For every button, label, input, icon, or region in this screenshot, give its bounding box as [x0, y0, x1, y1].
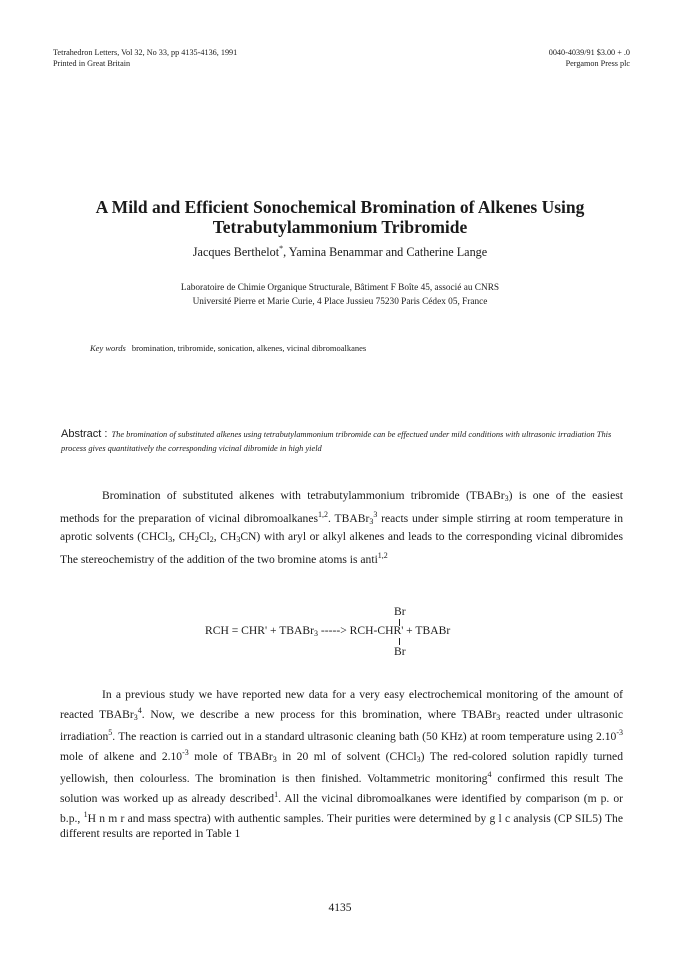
p1-text: ) is one of the easiest methods for the preparation of vicinal dibromoalkanes: [60, 489, 623, 525]
p2-sup: -3: [616, 728, 623, 738]
p1-sub: 2: [209, 535, 214, 545]
p1-sub: 3: [504, 494, 509, 503]
abstract: [61, 427, 621, 456]
issn-price: 0040-4039/91 $3.00 + .0: [548, 48, 630, 57]
p2-text: mole of alkene and 2.10: [60, 749, 183, 763]
p2-text: confirmed this result The solution was worked up as already described: [60, 772, 624, 805]
affiliation-line-1: Laboratoire de Chimie Organique Structurale, Bâtiment F Boîte 45, associé au CNRS: [180, 283, 500, 293]
keywords-label: Key words: [90, 343, 126, 353]
abstract-label: Abstract :: [61, 428, 108, 440]
body-paragraph-2: [60, 687, 623, 842]
p1-text: . TBABr: [328, 511, 370, 525]
p1-text: CN) with aryl or alkyl alkenes and leads to the corresponding vicinal dibromides The stereochemistry of the addition of the two bromine atoms is anti: [60, 530, 623, 566]
p2-text: In a previous study we have reported new data for a very easy electrochemical monitoring of the amount of reacted TBABr: [60, 688, 623, 721]
p1-text: reacts under simple stirring at room temperature in aprotic solvents (CHCl: [60, 511, 623, 544]
journal-header: [53, 47, 237, 69]
p1-sub: 2: [194, 535, 199, 545]
p2-text: reacted under ultrasonic irradiation: [60, 707, 623, 744]
keywords-text: bromination, tribromide, sonication, alkenes, vicinal dibromoalkanes: [131, 343, 367, 353]
products: RCH-CHR' + TBABr: [349, 624, 451, 637]
p2-ref: 5: [108, 728, 113, 738]
p2-text: H n m r and mass spectra) with authentic samples. Their purities were determined by g l c analysis (CP SIL5) The different results are reported in Table 1: [60, 811, 623, 841]
reactants: RCH = CHR' + TBABr: [205, 624, 315, 637]
equation-line: [205, 624, 450, 638]
p2-sub: 3: [133, 712, 138, 722]
publisher: Pergamon Press plc: [565, 59, 630, 68]
bond-line-bottom: [399, 638, 400, 645]
p2-text: mole of TBABr: [188, 749, 273, 763]
affiliation-line-2: Université Pierre et Marie Curie, 4 Place Jussieu 75230 Paris Cédex 05, France: [192, 297, 488, 307]
p2-sub: 3: [416, 754, 421, 764]
abstract-text: The bromination of substituted alkenes using tetrabutylammonium tribromide can be effectued under mild conditions with ultrasonic irradiation This process gives quantitatively the corresponding vicinal dibromide in high yield: [61, 430, 612, 453]
p2-ref: 4: [487, 770, 492, 780]
p2-text: . The reaction is carried out in a standard ultrasonic cleaning bath (50 KHz) at room temperature using 2.10: [112, 730, 617, 744]
p1-text: Bromination of substituted alkenes with tetrabutylammonium tribromide (TBABr: [102, 489, 505, 502]
p2-sup: -3: [182, 747, 189, 757]
p2-text: . Now, we describe a new process for this bromination, where TBABr: [141, 707, 497, 721]
p2-sup: 1: [83, 809, 88, 819]
p1-sub: 3: [369, 516, 374, 526]
title-line-2: Tetrabutylammonium Tribromide: [212, 217, 468, 237]
p2-sub: 3: [496, 712, 501, 722]
p1-ref: 1,2: [318, 509, 328, 519]
price-header: [549, 47, 630, 69]
p1-sub: 3: [168, 535, 173, 545]
title-line-1: A Mild and Efficient Sonochemical Bromination of Alkenes Using: [95, 197, 585, 217]
paper-title: [40, 197, 640, 237]
printed-in: Printed in Great Britain: [53, 59, 131, 68]
reactant-subscript: 3: [314, 629, 319, 638]
p2-ref: 1: [274, 789, 279, 799]
p1-sub: 3: [236, 535, 241, 545]
corresponding-mark: *: [279, 244, 284, 253]
p1-ref: 3: [373, 509, 378, 519]
p2-text: ) The red-colored solution rapidly turned yellowish, then colourless. The bromination is then finished. Voltammetric monitoring: [60, 749, 624, 786]
p1-text: , CH: [213, 530, 237, 544]
reaction-arrow: ----->: [318, 624, 350, 637]
p2-text: . All the vicinal dibromoalkanes were identified by comparison (m p. or b.p.,: [60, 791, 624, 825]
affiliation: [40, 281, 640, 309]
p1-text: Cl: [198, 530, 210, 544]
p1-ref: 1,2: [377, 550, 388, 560]
body-paragraph-1: [60, 488, 623, 568]
bromine-bottom: Br: [394, 645, 406, 658]
bromine-top: Br: [394, 605, 406, 618]
p2-sub: 3: [272, 754, 277, 764]
other-authors: , Yamina Benammar and Catherine Lange: [283, 245, 488, 260]
p2-ref: 4: [137, 705, 142, 715]
p2-text: in 20 ml of solvent (CHCl: [276, 749, 417, 763]
page-number: 4135: [328, 902, 352, 914]
keywords: [90, 343, 366, 353]
p1-text: , CH: [172, 530, 195, 544]
author-list: [40, 244, 640, 260]
author-1: Jacques Berthelot: [192, 245, 280, 260]
journal-citation: Tetrahedron Letters, Vol 32, No 33, pp 4135-4136, 1991: [53, 48, 238, 57]
